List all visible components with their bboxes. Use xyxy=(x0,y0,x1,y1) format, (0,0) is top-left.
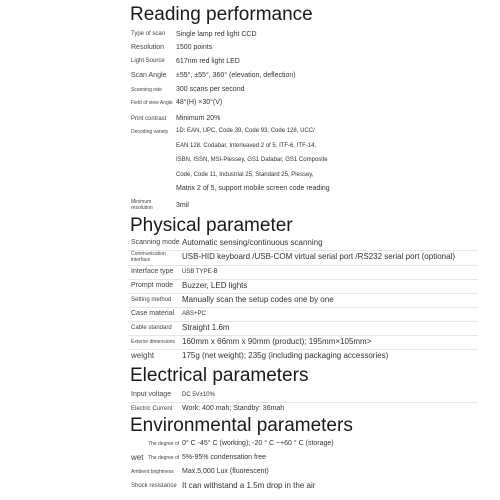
spec-label: Scanning mode xyxy=(131,239,180,246)
spec-label: Light Source xyxy=(131,58,165,64)
section-title-physical: Physical parameter xyxy=(130,215,293,236)
divider xyxy=(128,349,478,350)
spec-label: Shock resistance xyxy=(131,483,177,489)
spec-label: Scanning rate xyxy=(131,87,162,93)
spec-label: The degree of xyxy=(148,455,180,461)
spec-value: 160mm x 66mm x 90mm (product); 195mm×105mm> xyxy=(182,337,372,346)
divider xyxy=(128,279,478,280)
spec-value: Minimum 20% xyxy=(176,115,221,122)
spec-label: Type of scan xyxy=(131,31,166,37)
spec-value: 300 scans per second xyxy=(176,86,245,93)
spec-label: Minimum xyxy=(131,199,152,205)
divider xyxy=(128,293,478,294)
spec-value: USB-HID keyboard /USB-COM virtual serial port /RS232 serial port (optional) xyxy=(182,252,455,261)
decoding-line: Matrix 2 of 5, support mobile screen code reading xyxy=(176,185,330,192)
divider xyxy=(128,335,478,336)
spec-label: weight xyxy=(131,351,155,360)
decoding-line: 1D: EAN, UPC, Code 39, Code 93, Code 128, UCC/ xyxy=(176,128,315,134)
section-title-reading: Reading performance xyxy=(130,4,313,25)
decoding-line: Code, Code 11, Industrial 25, Standard 25, Plessey, xyxy=(176,172,314,178)
spec-value: It can withstand a 1.5m drop in the air xyxy=(182,481,316,490)
spec-label: Communication xyxy=(131,251,166,257)
decoding-line: EAN 128, Codabar, Interleaved 2 of 5, ITF-6, ITF-14, xyxy=(176,143,317,149)
spec-value: Straight 1.6m xyxy=(182,323,230,332)
section-title-electrical: Electrical parameters xyxy=(130,365,309,386)
spec-label: Ambient brightness xyxy=(131,469,174,475)
spec-label: Field of view Angle xyxy=(131,100,173,106)
spec-label: interface xyxy=(131,257,151,263)
spec-label: Decoding variety xyxy=(131,129,169,135)
spec-value: 3mil xyxy=(176,202,189,209)
spec-label: Electric Current xyxy=(131,406,173,412)
decoding-line: ISBN, ISSN, MSI-Plessey, GS1 Databar, GS1 Composite xyxy=(176,157,328,163)
spec-label: Exterior dimensions xyxy=(131,339,175,345)
spec-label: resolution xyxy=(131,205,153,211)
spec-value: DC 5V±10% xyxy=(182,392,215,398)
spec-label: Interface type xyxy=(131,268,174,275)
spec-label: Prompt mode xyxy=(131,282,174,289)
spec-label: Print contrast xyxy=(131,116,167,122)
spec-value: 1500 points xyxy=(176,44,213,51)
spec-value: Single lamp red light CCD xyxy=(176,31,257,38)
spec-label: Resolution xyxy=(131,44,165,51)
spec-value: 0° C -45° C (working); -20 ° C ~+60 ° C (storage) xyxy=(182,440,334,447)
divider xyxy=(128,307,478,308)
spec-label: Cable standard xyxy=(131,325,172,331)
divider xyxy=(128,321,478,322)
spec-value: Automatic sensing/continuous scanning xyxy=(182,238,323,247)
divider xyxy=(128,250,478,251)
spec-value: Buzzer, LED lights xyxy=(182,281,248,290)
spec-value: ABS+PC xyxy=(182,311,206,317)
spec-value: USB TYPE-B xyxy=(182,269,218,275)
spec-label: The degree of xyxy=(148,441,180,447)
spec-value: 5%-95% condensation free xyxy=(182,454,267,461)
spec-label: wet xyxy=(131,453,144,462)
divider xyxy=(128,265,478,266)
spec-value: ±55°, ±55°, 360° (elevation, deflection) xyxy=(176,72,296,79)
spec-label: Setting method xyxy=(131,297,172,303)
spec-value: Manually scan the setup codes one by one xyxy=(182,295,334,304)
spec-value: Max.5,000 Lux (fluorescent) xyxy=(182,468,269,475)
divider xyxy=(128,402,478,403)
spec-value: 175g (net weight); 235g (including packaging accessories) xyxy=(182,351,389,360)
spec-label: Input voltage xyxy=(131,391,172,398)
spec-label: Case material xyxy=(131,310,175,317)
section-title-environmental: Environmental parameters xyxy=(130,415,353,436)
spec-label: Scan Angle xyxy=(131,72,167,79)
spec-value: Work: 400 mah; Standby: 36mah xyxy=(182,405,285,412)
spec-value: 48°(H) ×30°(V) xyxy=(176,99,223,106)
spec-value: 617nm red light LED xyxy=(176,58,240,65)
